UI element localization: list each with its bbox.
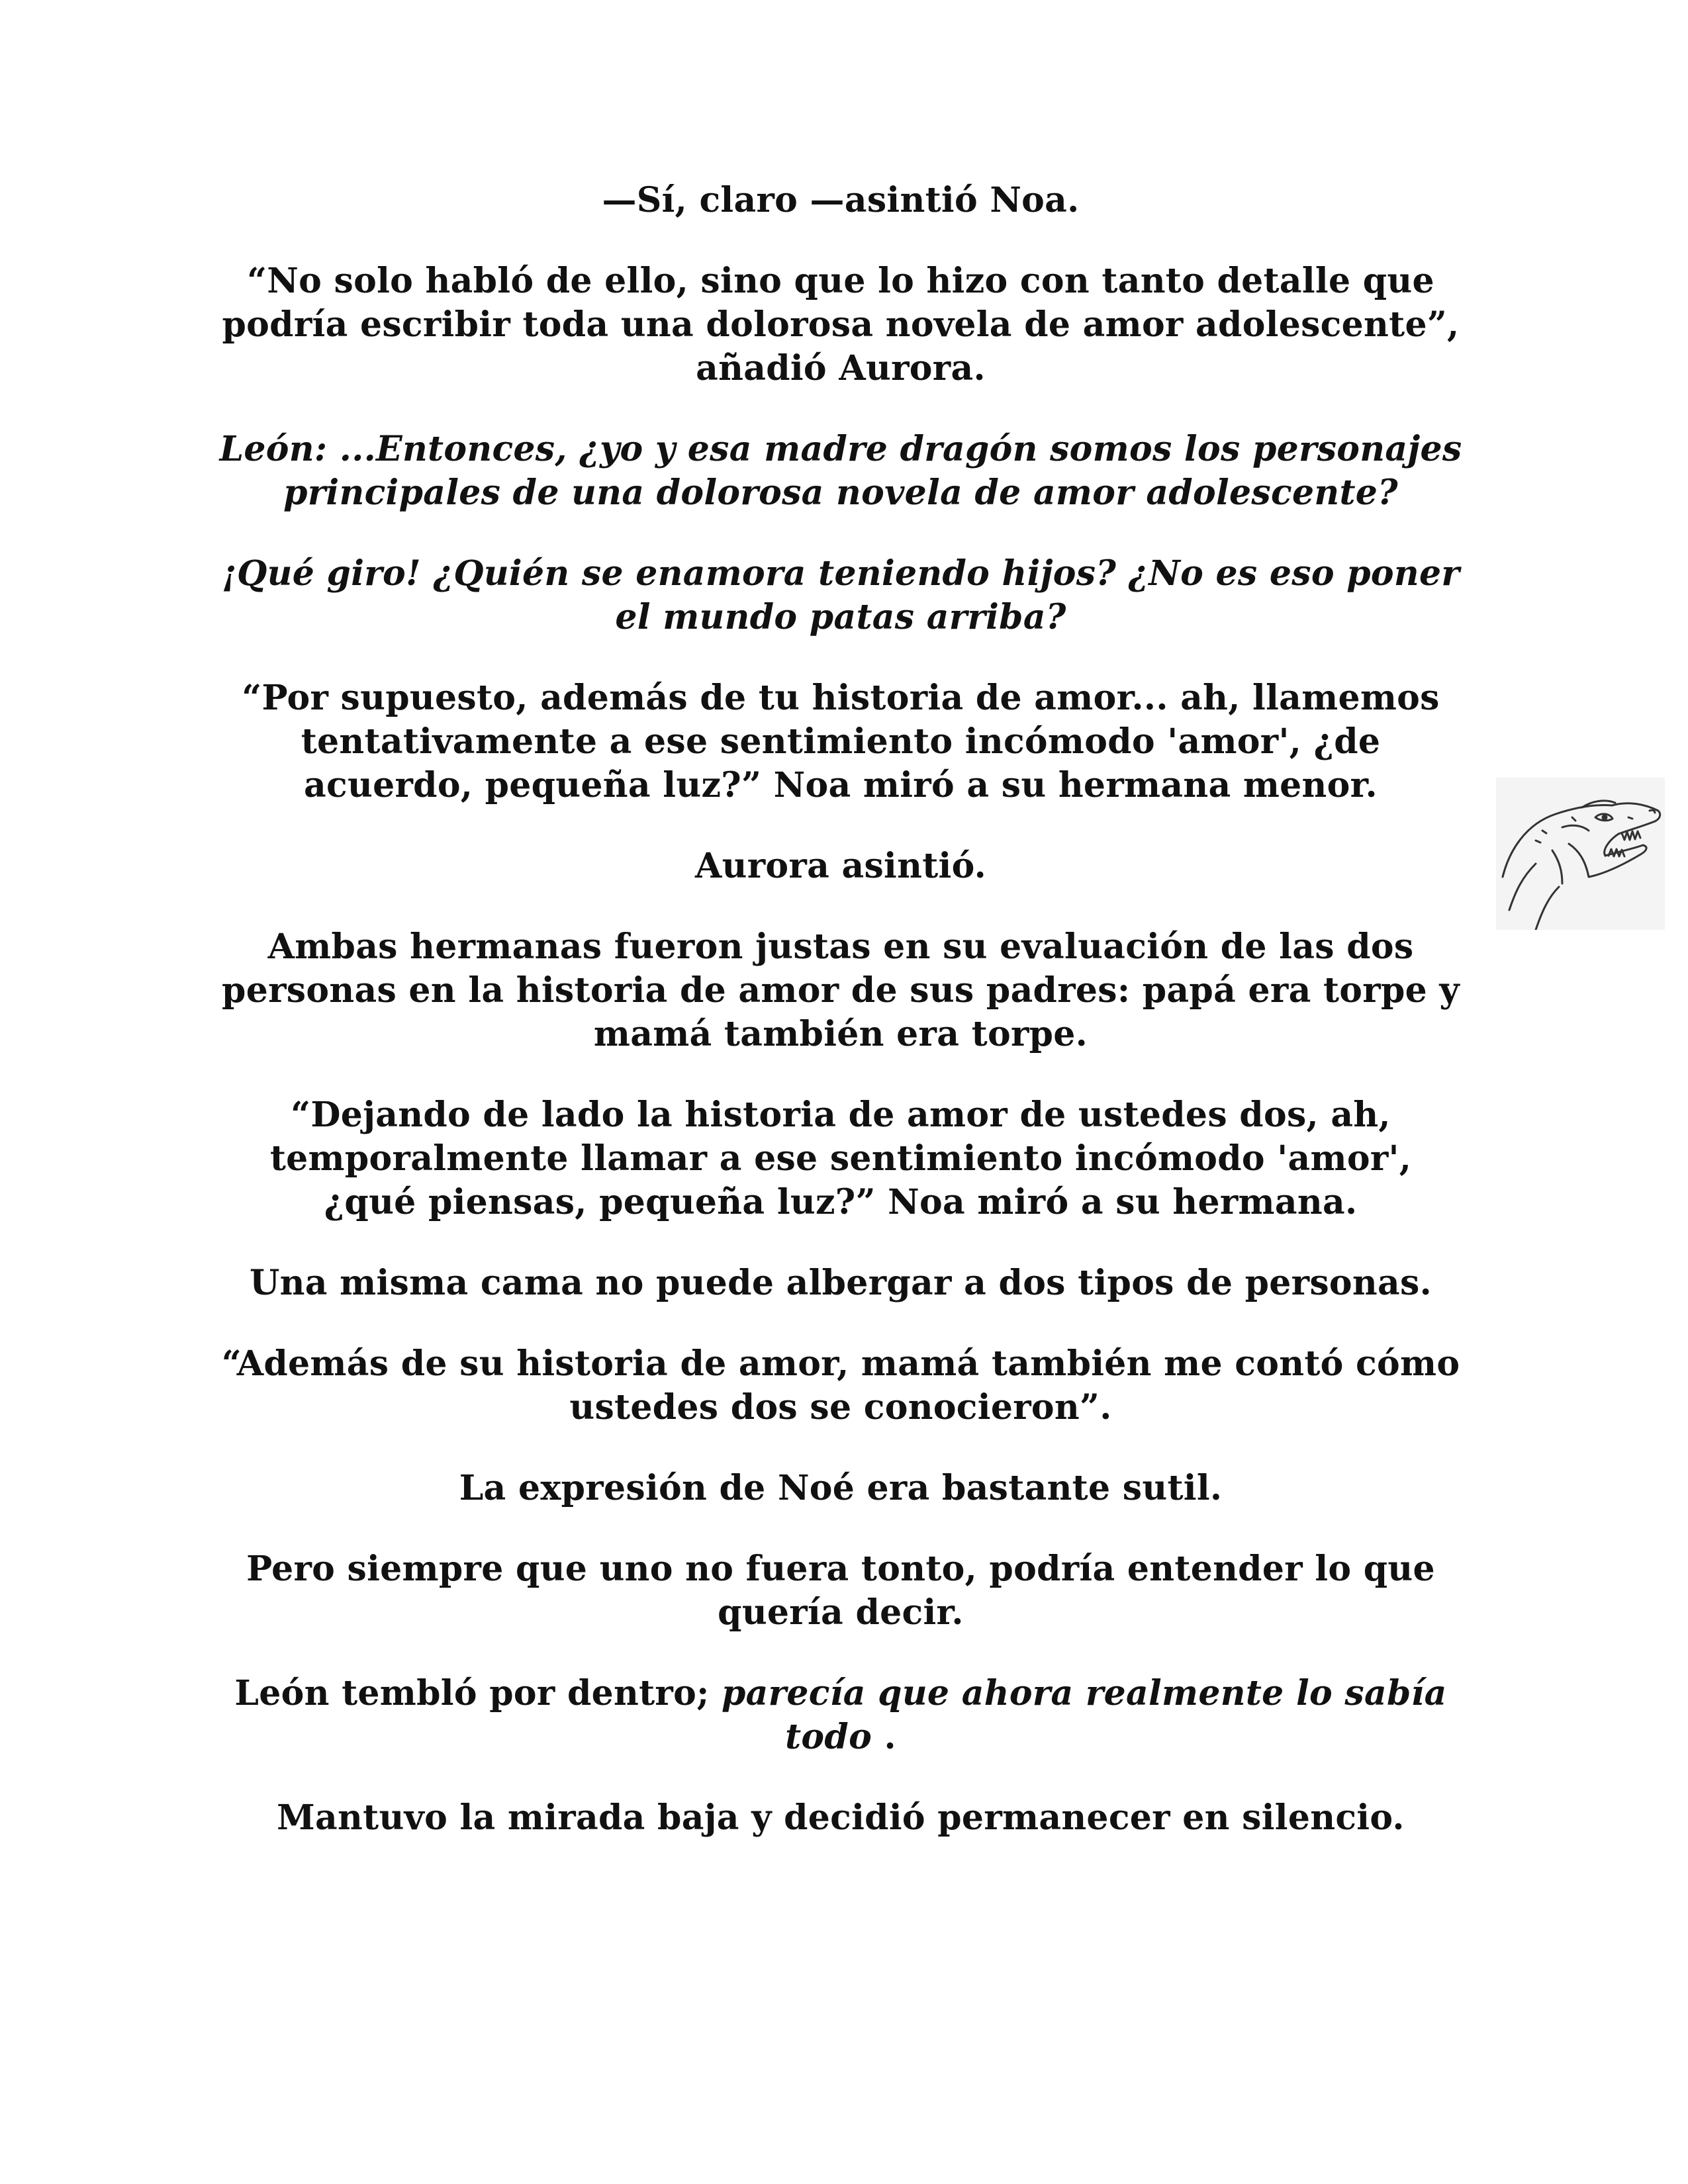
paragraph: Aurora asintió. bbox=[694, 846, 987, 886]
paragraph-last: Mantuvo la mirada baja y decidió permanecer en silencio. bbox=[277, 1797, 1405, 1838]
paragraph-italic-part: parecía que ahora realmente lo sabía todo bbox=[722, 1673, 1447, 1757]
paragraph-plain-part: León tembló por dentro; bbox=[234, 1673, 722, 1713]
paragraph: “Por supuesto, además de tu historia de amor... ah, llamemos tentativamente a ese sentimiento incómodo 'amor', ¿de acuerdo, pequeña luz?” Noa miró a su hermana menor. bbox=[242, 678, 1440, 805]
paragraph-thought: ¡Qué giro! ¿Quién se enamora teniendo hijos? ¿No es eso poner el mundo patas arriba? bbox=[221, 553, 1460, 637]
page-body bbox=[218, 179, 1463, 1877]
paragraph: Ambas hermanas fueron justas en su evaluación de las dos personas en la historia de amor de sus padres: papá era torpe y mamá también era torpe. bbox=[222, 927, 1460, 1054]
dinosaur-head-sketch-icon bbox=[1496, 778, 1665, 930]
paragraph-mixed bbox=[218, 1672, 1463, 1759]
paragraph-tail-part: . bbox=[872, 1717, 896, 1757]
paragraph: “Además de su historia de amor, mamá también me contó cómo ustedes dos se conocieron”. bbox=[221, 1343, 1460, 1428]
paragraph: “Dejando de lado la historia de amor de ustedes dos, ah, temporalmente llamar a ese sentimiento incómodo 'amor', ¿qué piensas, pequeña luz?” Noa miró a su hermana. bbox=[269, 1095, 1412, 1222]
paragraph: Una misma cama no puede albergar a dos tipos de personas. bbox=[250, 1263, 1432, 1303]
paragraph-thought: León: ...Entonces, ¿yo y esa madre dragón somos los personajes principales de una dolorosa novela de amor adolescente? bbox=[219, 429, 1462, 513]
paragraph: Pero siempre que uno no fuera tonto, podría entender lo que quería decir. bbox=[246, 1549, 1435, 1633]
paragraph: La expresión de Noé era bastante sutil. bbox=[459, 1468, 1223, 1508]
paragraph: “No solo habló de ello, sino que lo hizo con tanto detalle que podría escribir toda una dolorosa novela de amor adolescente”, añadió Aurora. bbox=[222, 261, 1460, 388]
paragraph: —Sí, claro —asintió Noa. bbox=[602, 180, 1080, 220]
